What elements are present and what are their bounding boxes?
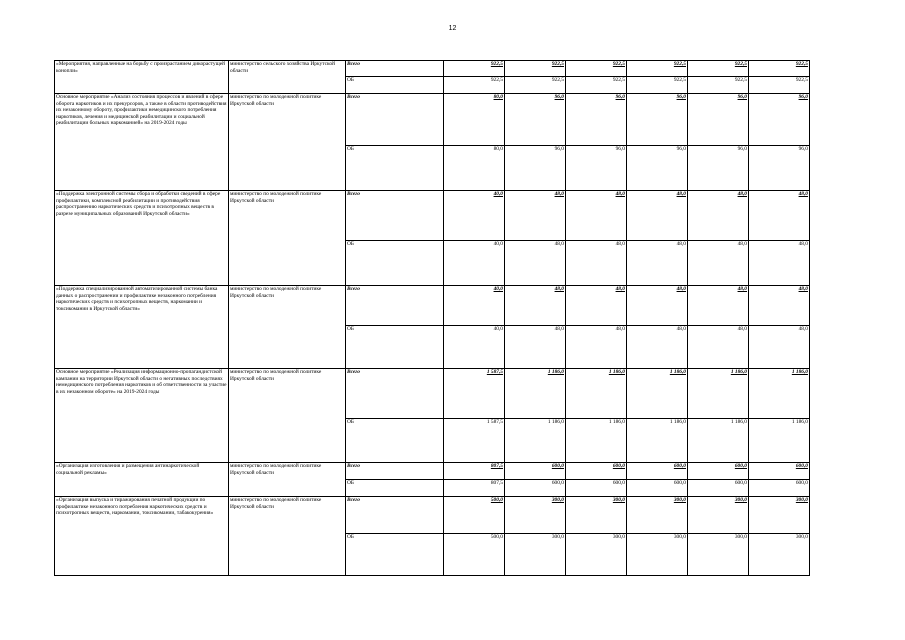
total-value-cell	[688, 463, 749, 480]
total-value: 922,5	[612, 61, 625, 67]
total-value-cell	[505, 463, 566, 480]
source-ob-label: ОБ	[346, 534, 444, 576]
ob-value: 922,5	[734, 77, 747, 83]
ob-value-cell	[505, 534, 566, 576]
organization-cell: министерство по молодежной политике Иркутской области	[229, 191, 346, 286]
total-value-cell	[566, 94, 627, 146]
table-row-total	[55, 497, 810, 534]
ob-value: 48,0	[554, 241, 564, 247]
total-value: 48,0	[676, 286, 686, 292]
total-value: 1 587,5	[486, 369, 503, 375]
ob-value: 300,0	[551, 534, 564, 540]
total-value-cell	[566, 497, 627, 534]
ob-value: 1 186,0	[608, 419, 625, 425]
total-value: 300,0	[673, 497, 686, 503]
source-total-label: Всего	[346, 463, 444, 480]
total-value-cell	[566, 463, 627, 480]
ob-value-cell	[627, 77, 688, 94]
total-value: 300,0	[795, 497, 808, 503]
ob-value-cell	[444, 480, 505, 497]
total-value: 96,0	[737, 94, 747, 100]
total-value: 48,0	[554, 191, 564, 197]
total-value-cell	[749, 463, 810, 480]
ob-value: 922,5	[551, 77, 564, 83]
ob-value: 600,0	[734, 480, 747, 486]
total-value-cell	[566, 61, 627, 77]
event-name-cell: «Организация выпуска и тиражирования печатной продукции по профилактике незаконного потребления наркотических средств и психотропных веществ, наркомании, токсикомании, табакокурения»	[55, 497, 229, 576]
total-value: 96,0	[798, 94, 808, 100]
ob-value-cell	[688, 419, 749, 463]
ob-value-cell	[749, 146, 810, 191]
ob-value-cell	[749, 419, 810, 463]
ob-value: 48,0	[737, 326, 747, 332]
ob-value-cell	[566, 77, 627, 94]
ob-value-cell	[505, 77, 566, 94]
total-value-cell	[688, 286, 749, 326]
total-value: 48,0	[554, 286, 564, 292]
ob-value-cell	[749, 326, 810, 369]
ob-value: 48,0	[615, 241, 625, 247]
total-value-cell	[444, 463, 505, 480]
total-value-cell	[505, 369, 566, 419]
ob-value-cell	[505, 146, 566, 191]
ob-value: 922,5	[490, 77, 503, 83]
ob-value: 600,0	[673, 480, 686, 486]
ob-value-cell	[688, 480, 749, 497]
event-name-cell: «Поддержка специализированной автоматизированной системы банка данных о распространении и профилактике незаконного потребления наркотических средств и психотропных веществ, наркомании и токсикомании в Иркутской области»	[55, 286, 229, 369]
ob-value-cell	[566, 534, 627, 576]
total-value-cell	[688, 191, 749, 241]
total-value: 600,0	[673, 463, 686, 469]
total-value: 600,0	[612, 463, 625, 469]
total-value: 1 186,0	[669, 369, 686, 375]
ob-value-cell	[444, 241, 505, 286]
event-name-cell: Основное мероприятие «Анализ состояния процессов и явлений в сфере оборота наркотиков и их прекурсоров, а также в области противодействия их незаконному обороту, профилактики немедицинского потребления наркотиков, лечения и медицинской реабилитации и социальной реабилитации больных наркоманией» на 2019-2024 годы	[55, 94, 229, 191]
total-value-cell	[505, 286, 566, 326]
total-value: 48,0	[676, 191, 686, 197]
ob-value: 300,0	[795, 534, 808, 540]
event-name-cell: «Поддержка электронной системы сбора и обработки сведений в сфере профилактики, комплексной реабилитации и противодействия распространению наркотических средств и психотропных веществ в разрезе муниципальных образований Иркутской области»	[55, 191, 229, 286]
ob-value-cell	[444, 146, 505, 191]
ob-value: 922,5	[795, 77, 808, 83]
ob-value-cell	[749, 241, 810, 286]
source-ob-label: ОБ	[346, 146, 444, 191]
organization-cell: министерство по молодежной политике Иркутской области	[229, 94, 346, 191]
ob-value-cell	[566, 480, 627, 497]
ob-value-cell	[627, 241, 688, 286]
total-value: 48,0	[615, 191, 625, 197]
source-ob-label: ОБ	[346, 241, 444, 286]
total-value-cell	[444, 286, 505, 326]
ob-value: 96,0	[554, 146, 564, 152]
ob-value-cell	[566, 146, 627, 191]
ob-value: 922,5	[673, 77, 686, 83]
total-value: 1 186,0	[730, 369, 747, 375]
organization-cell: министерство по молодежной политике Иркутской области	[229, 463, 346, 497]
ob-value-cell	[505, 480, 566, 497]
ob-value: 48,0	[798, 241, 808, 247]
ob-value-cell	[444, 326, 505, 369]
ob-value: 48,0	[798, 326, 808, 332]
total-value: 48,0	[798, 286, 808, 292]
ob-value-cell	[505, 419, 566, 463]
ob-value: 1 587,5	[486, 419, 503, 425]
total-value-cell	[749, 369, 810, 419]
source-total-label: Всего	[346, 94, 444, 146]
ob-value-cell	[505, 326, 566, 369]
total-value-cell	[444, 369, 505, 419]
total-value-cell	[505, 497, 566, 534]
source-total-label: Всего	[346, 369, 444, 419]
total-value-cell	[444, 191, 505, 241]
source-ob-label: ОБ	[346, 77, 444, 94]
table-row-total	[55, 286, 810, 326]
source-total-label: Всего	[346, 286, 444, 326]
ob-value-cell	[444, 419, 505, 463]
total-value: 40,0	[493, 191, 503, 197]
ob-value: 48,0	[615, 326, 625, 332]
total-value: 80,0	[493, 94, 503, 100]
ob-value: 300,0	[673, 534, 686, 540]
ob-value-cell	[566, 419, 627, 463]
total-value-cell	[444, 94, 505, 146]
source-total-label: Всего	[346, 191, 444, 241]
total-value: 1 186,0	[547, 369, 564, 375]
ob-value: 1 186,0	[791, 419, 808, 425]
ob-value: 96,0	[798, 146, 808, 152]
ob-value-cell	[749, 534, 810, 576]
ob-value: 48,0	[737, 241, 747, 247]
ob-value-cell	[749, 480, 810, 497]
ob-value: 80,0	[493, 146, 503, 152]
total-value-cell	[627, 463, 688, 480]
ob-value: 40,0	[493, 326, 503, 332]
total-value-cell	[688, 497, 749, 534]
event-name-cell: «Мероприятия, направленные на борьбу с произрастанием дикорастущей конопли»	[55, 61, 229, 94]
total-value-cell	[627, 369, 688, 419]
ob-value: 48,0	[676, 241, 686, 247]
total-value: 922,5	[795, 61, 808, 67]
organization-cell: министерство сельского хозяйства Иркутской области	[229, 61, 346, 94]
total-value: 600,0	[551, 463, 564, 469]
ob-value-cell	[688, 534, 749, 576]
ob-value-cell	[566, 241, 627, 286]
ob-value: 807,5	[490, 480, 503, 486]
table-body	[55, 61, 810, 576]
table-row-total	[55, 191, 810, 241]
total-value-cell	[627, 497, 688, 534]
total-value: 300,0	[551, 497, 564, 503]
total-value: 48,0	[737, 191, 747, 197]
source-ob-label: ОБ	[346, 326, 444, 369]
ob-value: 96,0	[615, 146, 625, 152]
ob-value-cell	[627, 534, 688, 576]
ob-value: 300,0	[734, 534, 747, 540]
total-value: 922,5	[673, 61, 686, 67]
ob-value: 1 186,0	[547, 419, 564, 425]
ob-value: 96,0	[737, 146, 747, 152]
ob-value: 1 186,0	[669, 419, 686, 425]
total-value-cell	[749, 94, 810, 146]
table-row-total	[55, 94, 810, 146]
total-value: 48,0	[615, 286, 625, 292]
total-value-cell	[627, 191, 688, 241]
ob-value: 300,0	[612, 534, 625, 540]
event-name-cell: Основное мероприятие «Реализация информационно-пропагандистской кампании на территории Иркутской области о негативных последствиях немедицинского потребления наркотиков и об ответственности за участие в их незаконном обороте» на 2019-2024 годы	[55, 369, 229, 463]
ob-value-cell	[749, 77, 810, 94]
total-value: 48,0	[798, 191, 808, 197]
ob-value-cell	[688, 241, 749, 286]
total-value-cell	[627, 94, 688, 146]
total-value: 300,0	[734, 497, 747, 503]
total-value-cell	[505, 94, 566, 146]
source-ob-label: ОБ	[346, 480, 444, 497]
table-row-total	[55, 369, 810, 419]
total-value-cell	[688, 94, 749, 146]
table-row-total	[55, 61, 810, 77]
ob-value-cell	[444, 534, 505, 576]
total-value-cell	[627, 286, 688, 326]
total-value: 96,0	[615, 94, 625, 100]
organization-cell: министерство по молодежной политике Иркутской области	[229, 369, 346, 463]
organization-cell: министерство по молодежной политике Иркутской области	[229, 286, 346, 369]
ob-value: 600,0	[612, 480, 625, 486]
total-value: 600,0	[795, 463, 808, 469]
ob-value: 96,0	[676, 146, 686, 152]
ob-value: 48,0	[676, 326, 686, 332]
total-value: 300,0	[612, 497, 625, 503]
ob-value-cell	[627, 146, 688, 191]
ob-value: 40,0	[493, 241, 503, 247]
total-value-cell	[749, 286, 810, 326]
total-value-cell	[444, 497, 505, 534]
ob-value: 1 186,0	[730, 419, 747, 425]
budget-table	[54, 60, 810, 576]
total-value-cell	[749, 497, 810, 534]
total-value-cell	[688, 369, 749, 419]
total-value-cell	[566, 191, 627, 241]
total-value: 96,0	[554, 94, 564, 100]
ob-value-cell	[566, 326, 627, 369]
total-value-cell	[688, 61, 749, 77]
total-value: 922,5	[734, 61, 747, 67]
total-value: 500,0	[490, 497, 503, 503]
table-row-total	[55, 463, 810, 480]
total-value-cell	[566, 286, 627, 326]
total-value-cell	[444, 61, 505, 77]
total-value: 922,5	[551, 61, 564, 67]
ob-value-cell	[627, 480, 688, 497]
total-value-cell	[627, 61, 688, 77]
ob-value: 922,5	[612, 77, 625, 83]
organization-cell: министерство по молодежной политике Иркутской области	[229, 497, 346, 576]
ob-value-cell	[688, 77, 749, 94]
ob-value-cell	[688, 326, 749, 369]
ob-value-cell	[505, 241, 566, 286]
ob-value-cell	[627, 419, 688, 463]
ob-value-cell	[688, 146, 749, 191]
total-value-cell	[749, 191, 810, 241]
total-value: 48,0	[737, 286, 747, 292]
ob-value-cell	[627, 326, 688, 369]
page-number: 12	[448, 25, 457, 32]
source-total-label: Всего	[346, 497, 444, 534]
total-value: 600,0	[734, 463, 747, 469]
ob-value-cell	[444, 77, 505, 94]
ob-value: 600,0	[551, 480, 564, 486]
total-value-cell	[749, 61, 810, 77]
total-value: 807,5	[490, 463, 503, 469]
total-value: 96,0	[676, 94, 686, 100]
total-value-cell	[505, 61, 566, 77]
source-ob-label: ОБ	[346, 419, 444, 463]
total-value-cell	[566, 369, 627, 419]
ob-value: 600,0	[795, 480, 808, 486]
total-value: 40,0	[493, 286, 503, 292]
total-value-cell	[505, 191, 566, 241]
ob-value: 48,0	[554, 326, 564, 332]
source-total-label: Всего	[346, 61, 444, 77]
total-value: 1 186,0	[608, 369, 625, 375]
total-value: 922,5	[490, 61, 503, 67]
total-value: 1 186,0	[791, 369, 808, 375]
ob-value: 500,0	[490, 534, 503, 540]
event-name-cell: «Организация изготовления и размещения антинаркотической социальной рекламы»	[55, 463, 229, 497]
